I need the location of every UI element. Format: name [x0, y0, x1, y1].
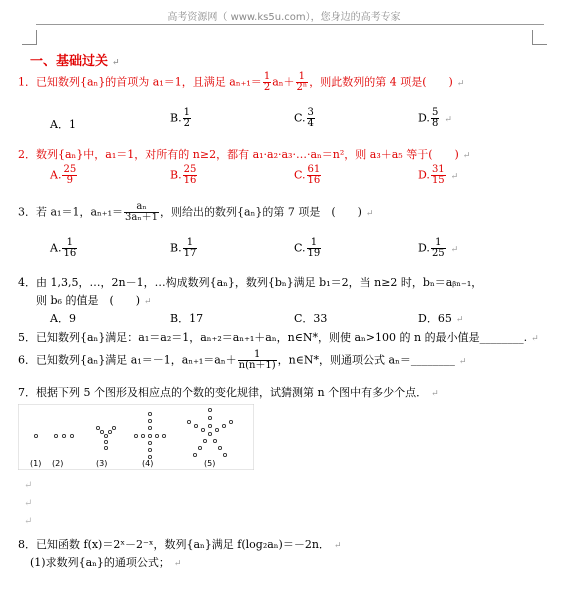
dot-pattern-figure — [18, 404, 254, 470]
figure-label-4: (4) — [142, 459, 154, 468]
question-7: 7．根据下列 5 个图形及相应点的个数的变化规律，试猜测第 n 个图中有多少个点． ↵ — [18, 386, 439, 399]
blank-paragraph-mark: ↵ — [24, 480, 33, 491]
section-title: 一、基础过关 ↵ — [30, 54, 120, 69]
q2-option-a: A. $\frac{25}{9}$ — [50, 164, 77, 186]
question-8: 8．已知函数 f(x)＝2ˣ－2⁻ˣ，数列{aₙ}满足 f(log₂aₙ)＝－2n． ↵ — [18, 538, 342, 551]
q3-option-a: A. $\frac{1}{16}$ — [50, 237, 77, 259]
fraction: $\frac{1}{2}$ — [263, 71, 271, 93]
question-6: 6．已知数列{aₙ}满足 a₁＝－1，aₙ₊₁＝aₙ＋ $\frac{1}{n(n+1)}$ ，n∈N*，则通项公式 aₙ＝________ ↵ — [18, 349, 467, 371]
fraction: $\frac{\text{aₙ}}{\text{3aₙ＋1}}$ — [125, 201, 159, 223]
blank-paragraph-mark: ↵ — [24, 516, 33, 527]
q3-option-c: C. $\frac{1}{19}$ — [294, 237, 321, 259]
crop-mark-top-right — [532, 30, 547, 45]
q3-option-b: B. $\frac{1}{17}$ — [170, 237, 197, 259]
figure-label-3: (3) — [96, 459, 108, 468]
fraction: $\frac{1}{\text{2ⁿ}}$ — [296, 71, 308, 93]
q2-option-c: C. $\frac{61}{16}$ — [294, 164, 321, 186]
crop-mark-top-left — [22, 30, 37, 45]
figure-label-2: (2) — [52, 459, 64, 468]
question-8-part-1: (1)求数列{aₙ}的通项公式； ↵ — [30, 556, 182, 569]
figure-label-5: (5) — [204, 459, 216, 468]
question-2: 2．数列{aₙ}中，a₁＝1，对所有的 n≥2，都有 a₁·a₂·a₃·…·aₙ＝n²，则 a₃＋a₅ 等于( ) ↵ — [18, 148, 471, 161]
question-1: 1．已知数列{aₙ}的首项为 a₁＝1，且满足 aₙ₊₁＝ $\frac{1}{2}$ aₙ＋ $\frac{1}{\text{2ⁿ}}$ ，则此数列的第 4 项是( ) ↵ — [18, 71, 465, 93]
figure-label-1: (1) — [30, 459, 42, 468]
page-header: 高考资源网（ www.ks5u.com），您身边的高考专家 — [167, 12, 401, 23]
q1-option-d: D. $\frac{5}{8}$ ↵ — [418, 107, 452, 129]
question-4-line-2: 则 b₆ 的值是 ( ) ↵ — [36, 294, 152, 307]
q1-option-a: A．1 — [50, 118, 76, 131]
q4-option-b: B．17 — [170, 312, 204, 325]
header-rule — [36, 24, 544, 25]
question-5: 5．已知数列{aₙ}满足：a₁＝a₂＝1，aₙ₊₂＝aₙ₊₁＋aₙ，n∈N*，则使 aₙ>100 的 n 的最小值是________. ↵ — [18, 331, 539, 344]
q2-option-b: B. $\frac{25}{16}$ — [170, 164, 197, 186]
question-4-line-1: 4．由 1,3,5，…，2n－1，…构成数列{aₙ}，数列{bₙ}满足 b₁＝2，当 n≥2 时，bₙ＝aᵦₙ₋₁， — [18, 276, 483, 289]
q1-option-c: C. $\frac{3}{4}$ — [294, 107, 314, 129]
blank-paragraph-mark: ↵ — [24, 498, 33, 509]
q3-option-d: D. $\frac{1}{25}$ ↵ — [418, 237, 459, 259]
q2-option-d: D. $\frac{31}{15}$ ↵ — [418, 164, 459, 186]
fraction: $\frac{1}{n(n+1)}$ — [238, 349, 276, 371]
q1-option-b: B. $\frac{1}{2}$ — [170, 107, 190, 129]
q4-option-c: C．33 — [294, 312, 328, 325]
question-3: 3．若 a₁＝1，aₙ₊₁＝ $\frac{\text{aₙ}}{\text{3aₙ＋1}}$ ，则给出的数列{aₙ}的第 7 项是 ( ) ↵ — [18, 201, 374, 223]
q4-option-a: A．9 — [50, 312, 76, 325]
q4-option-d: D．65 ↵ — [418, 312, 464, 325]
